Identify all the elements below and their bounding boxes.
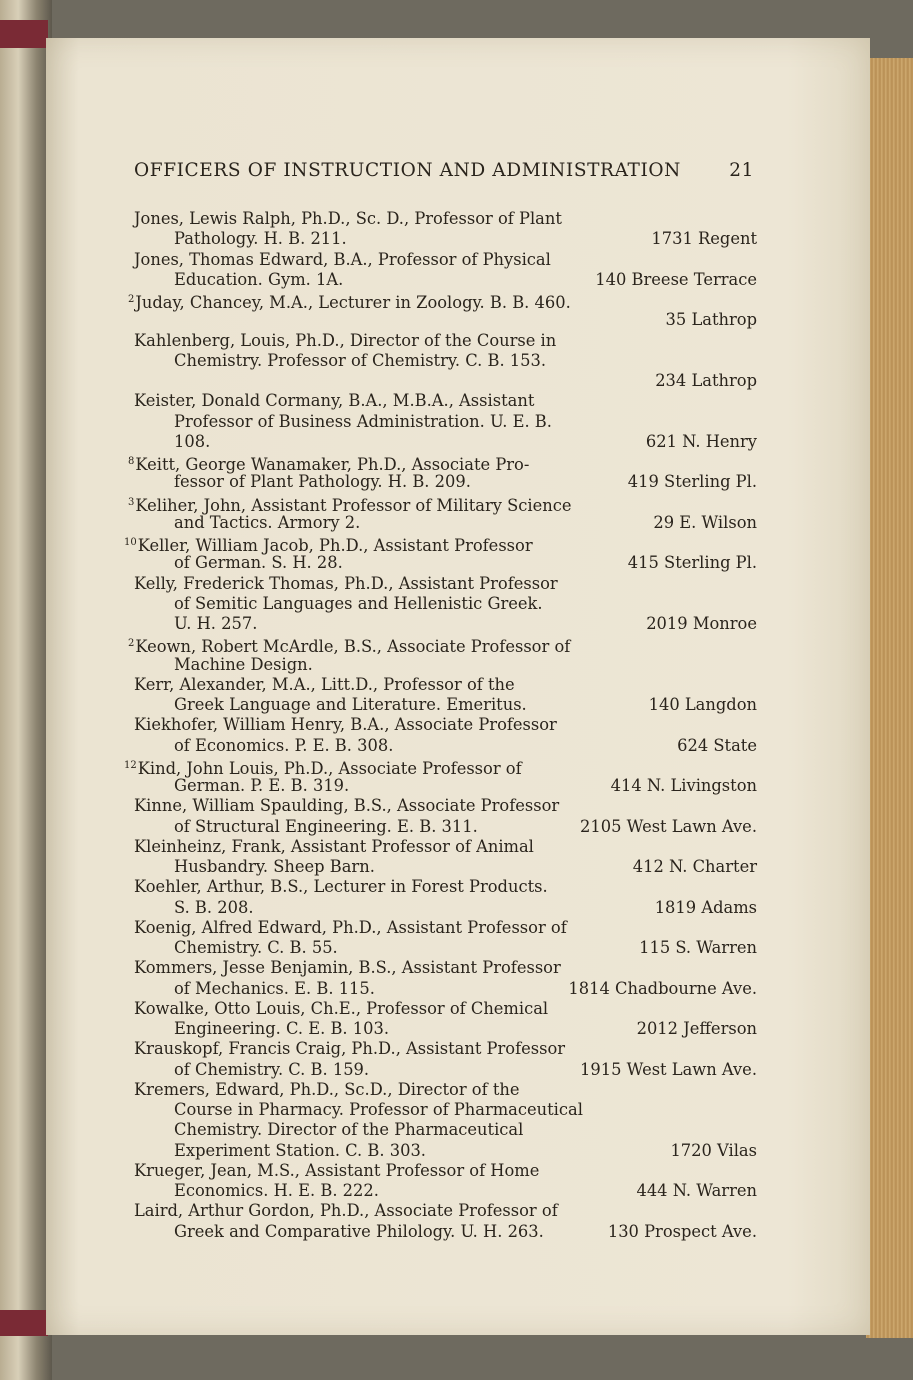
entry-text: Jones, Lewis Ralph, Ph.D., Sc. D., Professor of Plant [134, 209, 562, 228]
entry-line [174, 432, 210, 452]
entry-address: 29 E. Wilson [653, 512, 757, 532]
entry-line [174, 736, 393, 756]
entry-line [174, 1120, 523, 1140]
entry-line [174, 695, 527, 715]
entry-text: of Mechanics. E. B. 115. [174, 978, 375, 998]
entry-text: Course in Pharmacy. Professor of Pharmaceutical [174, 1100, 583, 1119]
entry-text: S. B. 208. [174, 897, 254, 917]
entry-line [174, 776, 349, 796]
entry-line [134, 250, 551, 270]
entry-text: Krueger, Jean, M.S., Assistant Professor of Home [134, 1160, 540, 1180]
entry-text: Kommers, Jesse Benjamin, B.S., Assistant Professor [134, 958, 561, 978]
entry-line [174, 655, 313, 675]
entry-line [174, 594, 543, 614]
entry-text: Kinne, William Spaulding, B.S., Associate Professor [134, 796, 560, 816]
entry-text: of German. S. H. 28. [174, 553, 343, 573]
entry-text: Husbandry. Sheep Barn. [174, 857, 375, 876]
entry-line [134, 675, 515, 695]
entry-line [124, 756, 522, 776]
entry-address: 419 Sterling Pl. [627, 472, 757, 492]
entry-address: 621 N. Henry [645, 431, 757, 451]
entry-line [134, 331, 556, 351]
footnote-marker: 8 [128, 456, 135, 467]
entry-text: Economics. H. E. B. 222. [174, 1181, 379, 1200]
entry-line [174, 1222, 544, 1242]
entry-text: Kleinheinz, Frank, Assistant Professor of Animal [134, 836, 534, 856]
entry-text: Engineering. C. E. B. 103. [174, 1019, 390, 1038]
entry-line [134, 999, 548, 1019]
entry-text: Keown, Robert McArdle, B.S., Associate Professor of [135, 637, 571, 657]
page-title: OFFICERS OF INSTRUCTION AND ADMINISTRATION [134, 160, 681, 181]
entry-line [134, 1039, 565, 1059]
entry-text: German. P. E. B. 319. [174, 776, 350, 795]
entry-line [134, 209, 562, 229]
entry-text: Jones, Thomas Edward, B.A., Professor of Physical [134, 249, 551, 269]
entry-text: Greek Language and Literature. Emeritus. [174, 695, 527, 714]
entry-address: 1819 Adams [654, 897, 757, 917]
entry-address: 2105 West Lawn Ave. [580, 816, 757, 836]
entry-text: Greek and Comparative Philology. U. H. 263. [174, 1221, 544, 1241]
entry-line [174, 1100, 583, 1120]
entry-text: Kiekhofer, William Henry, B.A., Associate Professor [134, 715, 557, 735]
entry-line [174, 1181, 379, 1201]
footnote-marker: 3 [128, 496, 135, 508]
entry-address: 415 Sterling Pl. [627, 553, 757, 573]
entry-text: Laird, Arthur Gordon, Ph.D., Associate Professor of [134, 1201, 558, 1221]
entry-line [134, 1080, 519, 1100]
entry-address: 234 Lathrop [655, 371, 757, 390]
entry-text: Experiment Station. C. B. 303. [174, 1140, 426, 1160]
footnote-marker: 10 [124, 537, 137, 548]
entry-line [134, 1201, 558, 1221]
entry-line [128, 452, 529, 472]
entry-text: and Tactics. Armory 2. [174, 512, 361, 532]
entry-text: Chemistry. Director of the Pharmaceutical [174, 1120, 524, 1140]
entry-line [174, 351, 546, 371]
entry-line [134, 877, 548, 897]
entry-line [134, 958, 561, 978]
entry-text: Koehler, Arthur, B.S., Lecturer in Forest Products. [134, 877, 548, 897]
entry-text: Pathology. H. B. 211. [174, 229, 347, 249]
entry-address: 444 N. Warren [636, 1181, 757, 1200]
entry-text: of Economics. P. E. B. 308. [174, 735, 394, 755]
entry-line [174, 979, 375, 999]
entry-text: Kerr, Alexander, M.A., Litt.D., Professor of the [134, 674, 515, 694]
entry-address: 130 Prospect Ave. [607, 1221, 757, 1241]
entry-address: 140 Langdon [648, 695, 757, 714]
entry-line [174, 270, 343, 290]
entry-line [174, 817, 478, 837]
page-number: 21 [729, 160, 754, 181]
entry-address: 412 N. Charter [632, 857, 757, 876]
entry-text: fessor of Plant Pathology. H. B. 209. [174, 472, 471, 492]
entry-line [134, 1161, 539, 1181]
entry-text: U. H. 257. [174, 614, 258, 633]
entry-text: Chemistry. C. B. 55. [174, 938, 338, 957]
entry-line [134, 391, 534, 411]
entry-line [174, 472, 471, 492]
entry-text: Chemistry. Professor of Chemistry. C. B. 153. [174, 350, 547, 370]
entry-text: Machine Design. [174, 654, 313, 674]
entry-address: 35 Lathrop [665, 310, 757, 330]
entry-line [128, 634, 571, 657]
entry-text: Koenig, Alfred Edward, Ph.D., Assistant Professor of [134, 917, 567, 937]
entry-text: Keller, William Jacob, Ph.D., Assistant Professor [137, 536, 533, 555]
entry-text: Education. Gym. 1A. [174, 269, 344, 289]
entry-text: of Chemistry. C. B. 159. [174, 1059, 370, 1079]
entry-text: Kind, John Louis, Ph.D., Associate Professor of [137, 758, 522, 778]
entry-text: Keister, Donald Cormany, B.A., M.B.A., Assistant [134, 391, 535, 411]
entry-text: Krauskopf, Francis Craig, Ph.D., Assistant Professor [134, 1039, 566, 1059]
entry-line [174, 412, 552, 432]
footnote-marker: 2 [128, 294, 135, 305]
entry-text: Keliher, John, Assistant Professor of Military Science [135, 495, 572, 515]
entry-address: 1915 West Lawn Ave. [580, 1059, 757, 1079]
entry-line [174, 229, 347, 249]
entry-line [128, 290, 571, 310]
entry-address: 2019 Monroe [646, 614, 757, 633]
entry-line [174, 1141, 426, 1161]
footnote-marker: 12 [124, 759, 137, 771]
entry-address: 2012 Jefferson [636, 1019, 757, 1038]
entry-line [124, 533, 533, 553]
entry-line [134, 796, 559, 816]
entry-line [174, 513, 360, 533]
entry-address: 624 State [677, 735, 757, 755]
entry-line [174, 614, 257, 634]
entry-line [134, 918, 567, 938]
entry-address: 1814 Chadbourne Ave. [568, 978, 757, 998]
entry-address: 1720 Vilas [670, 1140, 757, 1160]
entry-line [174, 857, 375, 877]
entry-line [134, 715, 557, 735]
entry-text: 108. [174, 431, 211, 451]
entry-line [128, 493, 571, 513]
entry-text: Kahlenberg, Louis, Ph.D., Director of the Course in [134, 330, 557, 350]
entry-text: Kremers, Edward, Ph.D., Sc.D., Director of the [134, 1079, 520, 1099]
entry-text: Kowalke, Otto Louis, Ch.E., Professor of Chemical [134, 998, 549, 1018]
entry-line [134, 837, 534, 857]
entry-text: of Semitic Languages and Hellenistic Greek. [174, 593, 543, 613]
entry-text: Keitt, George Wanamaker, Ph.D., Associate Pro- [135, 455, 530, 474]
entry-text: Kelly, Frederick Thomas, Ph.D., Assistant Professor [134, 573, 558, 593]
entry-line [134, 574, 558, 594]
entry-line [174, 938, 338, 958]
entry-line [174, 1060, 369, 1080]
entry-line [174, 553, 343, 573]
entry-text: Professor of Business Administration. U. E. B. [174, 411, 552, 431]
entry-text: Juday, Chancey, M.A., Lecturer in Zoology. B. B. 460. [135, 293, 571, 312]
entry-address: 414 N. Livingston [610, 776, 757, 795]
entry-line [174, 898, 254, 918]
entry-line [174, 1019, 389, 1039]
entry-address: 115 S. Warren [639, 938, 757, 957]
footnote-marker: 2 [128, 638, 135, 650]
entry-address: 140 Breese Terrace [595, 269, 757, 289]
entry-text: of Structural Engineering. E. B. 311. [174, 816, 478, 836]
entry-address: 1731 Regent [651, 229, 757, 249]
